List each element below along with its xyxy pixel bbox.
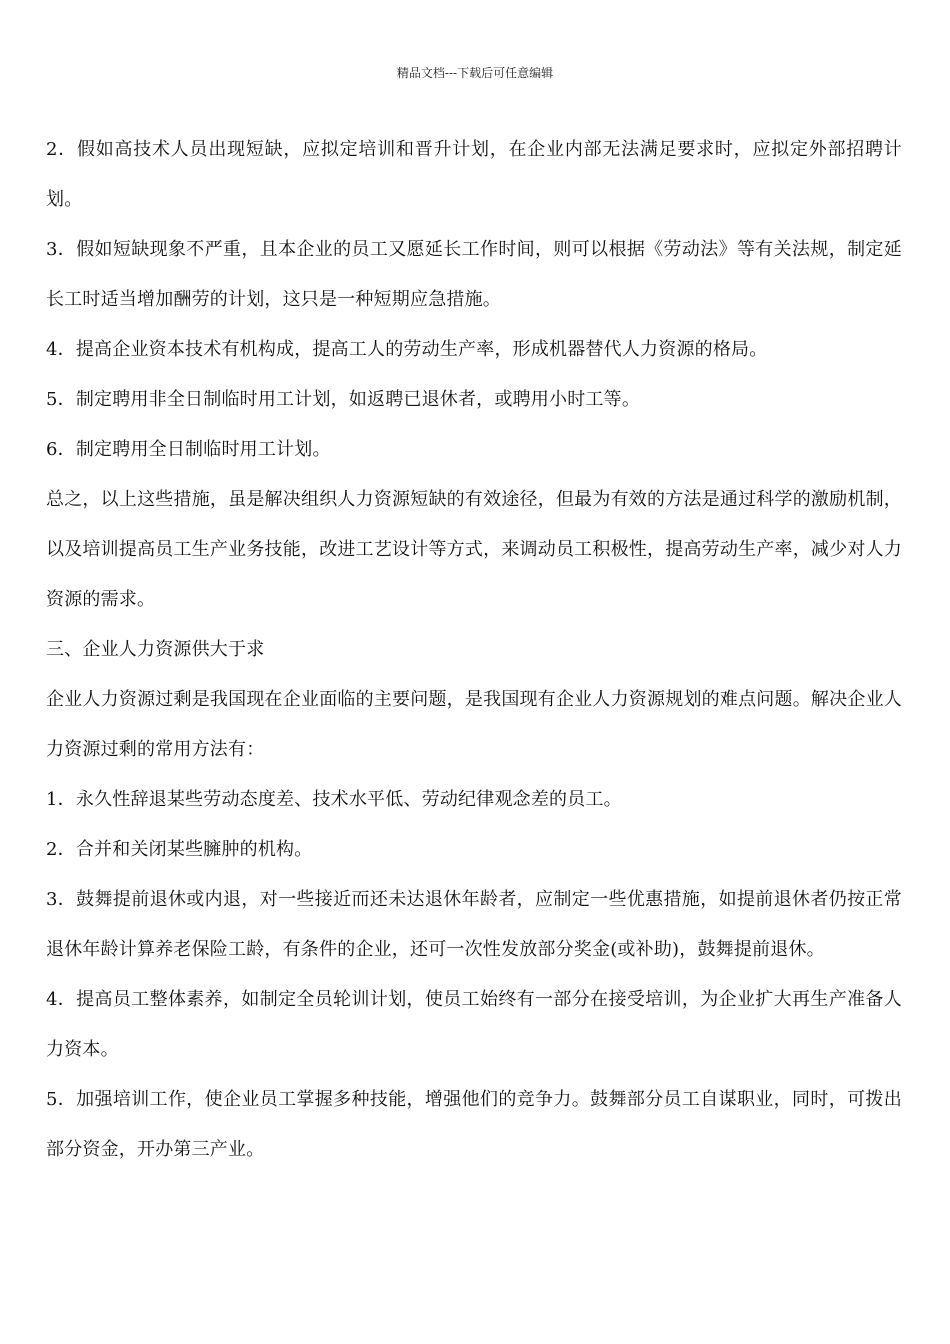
paragraph-item-5-training: 5．加强培训工作，使企业员工掌握多种技能，增强他们的竞争力。鼓舞部分员工自谋职业，同时，可拨出部分资金，开办第三产业。 xyxy=(46,1089,902,1160)
paragraph-item-3-overtime: 3．假如短缺现象不严重，且本企业的员工又愿延长工作时间，则可以根据《劳动法》等有关法规，制定延长工时适当增加酬劳的计划，这只是一种短期应急措施。 xyxy=(46,239,902,310)
paragraph-summary: 总之，以上这些措施，虽是解决组织人力资源短缺的有效途径，但最为有效的方法是通过科学的激励机制，以及培训提高员工生产业务技能，改进工艺设计等方式，来调动员工积极性，提高劳动生产率，减少对人力资源的需求。 xyxy=(46,489,902,610)
section-heading: 三、企业人力资源供大于求 xyxy=(46,639,265,660)
paragraph-surplus-intro: 企业人力资源过剩是我国现在企业面临的主要问题，是我国现有企业人力资源规划的难点问题。解决企业人力资源过剩的常用方法有： xyxy=(46,689,902,760)
paragraph-item-5-part-time: 5．制定聘用非全日制临时用工计划，如返聘已退休者，或聘用小时工等。 xyxy=(46,389,641,410)
paragraph-item-4-quality: 4．提高员工整体素养，如制定全员轮训计划，使员工始终有一部分在接受培训，为企业扩大再生产准备人力资本。 xyxy=(46,989,902,1060)
page-header: 精品文档---下载后可任意编辑 xyxy=(396,66,554,80)
paragraph-item-3-early-retirement: 3．鼓舞提前退休或内退，对一些接近而还未达退休年龄者，应制定一些优惠措施，如提前退休者仍按正常退休年龄计算养老保险工龄，有条件的企业，还可一次性发放部分奖金(或补助)，鼓舞提前退休。 xyxy=(46,889,902,960)
paragraph-item-6-full-time: 6．制定聘用全日制临时用工计划。 xyxy=(46,439,331,460)
document-body xyxy=(46,125,902,1175)
paragraph-item-4-capital: 4．提高企业资本技术有机构成，提高工人的劳动生产率，形成机器替代人力资源的格局。 xyxy=(46,339,768,360)
paragraph-item-1-dismissal: 1．永久性辞退某些劳动态度差、技术水平低、劳动纪律观念差的员工。 xyxy=(46,789,622,810)
paragraph-item-2-shortage-training: 2．假如高技术人员出现短缺，应拟定培训和晋升计划，在企业内部无法满足要求时，应拟定外部招聘计划。 xyxy=(46,139,902,210)
paragraph-item-2-merge: 2．合并和关闭某些臃肿的机构。 xyxy=(46,839,313,860)
